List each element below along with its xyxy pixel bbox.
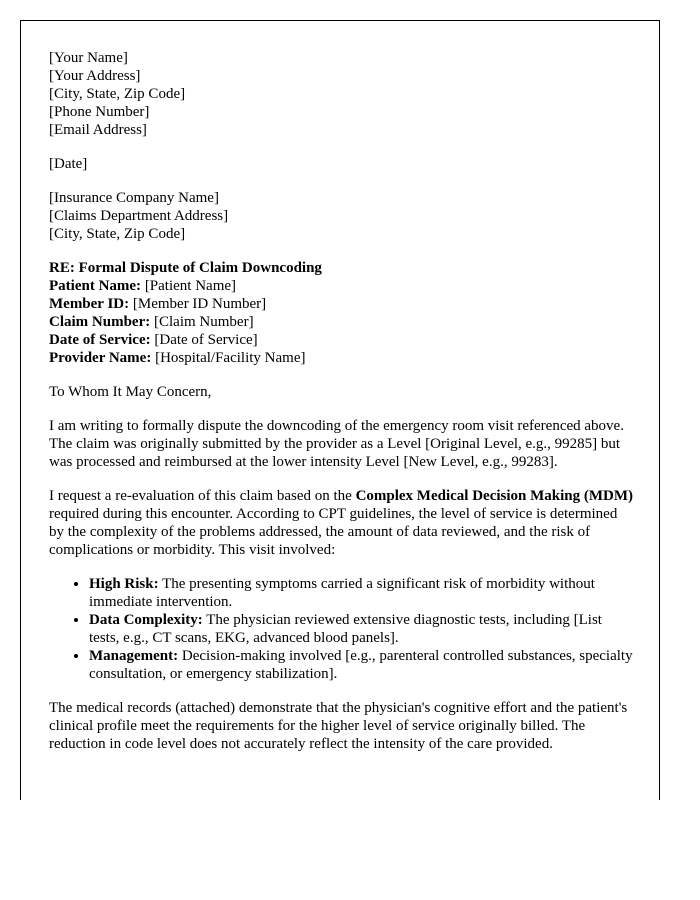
date-block: [49, 155, 634, 173]
claim-details: [49, 259, 634, 367]
sender-email: [Email Address]: [49, 122, 147, 138]
salutation: To Whom It May Concern,: [49, 384, 212, 400]
paragraph-dispute: I am writing to formally dispute the downcoding of the emergency room visit referenced above. The claim was originally submitted by the provider as a Level [Original Level, e.g., 99285] but was processed and reimbursed at the lower intensity Level [New Level, e.g., 99283].: [49, 418, 624, 470]
letter-body: [49, 49, 634, 769]
provider-name-label: Provider Name:: [49, 350, 152, 366]
letter-date: [Date]: [49, 156, 88, 172]
mdm-criteria-list: [49, 575, 634, 683]
patient-name-value: [Patient Name]: [141, 278, 237, 294]
list-item-management: • Management: Decision-making involved [e.g., parenteral controlled substances, specialty consultation, or emergency stabilization].: [89, 647, 634, 683]
recipient-address: [Claims Department Address]: [49, 208, 229, 224]
sender-block: [49, 49, 634, 139]
paragraph-records: The medical records (attached) demonstrate that the physician's cognitive effort and the patient's clinical profile meet the requirements for the higher level of service originally billed. The reduction in code level does not accurately reflect the intensity of the care provided.: [49, 700, 628, 752]
claim-number-label: Claim Number:: [49, 314, 151, 330]
claim-number-line: [49, 313, 634, 331]
sender-address: [Your Address]: [49, 68, 141, 84]
member-id-value: [Member ID Number]: [129, 296, 267, 312]
patient-name-line: [49, 277, 634, 295]
provider-name-line: [49, 349, 634, 367]
sender-phone: [Phone Number]: [49, 104, 150, 120]
sender-city: [City, State, Zip Code]: [49, 86, 186, 102]
letter-page: [20, 20, 660, 800]
re-line: RE: Formal Dispute of Claim Downcoding: [49, 260, 322, 276]
date-of-service-label: Date of Service:: [49, 332, 151, 348]
recipient-company: [Insurance Company Name]: [49, 190, 219, 206]
provider-name-value: [Hospital/Facility Name]: [151, 350, 306, 366]
sender-name: [Your Name]: [49, 50, 128, 66]
member-id-label: Member ID:: [49, 296, 130, 312]
claim-number-value: [Claim Number]: [150, 314, 254, 330]
date-of-service-value: [Date of Service]: [150, 332, 258, 348]
patient-name-label: Patient Name:: [49, 278, 142, 294]
mdm-term: Complex Medical Decision Making (MDM): [355, 488, 634, 504]
date-of-service-line: [49, 331, 634, 349]
member-id-line: [49, 295, 634, 313]
recipient-city: [City, State, Zip Code]: [49, 226, 186, 242]
paragraph-request: I request a re-evaluation of this claim based on the Complex Medical Decision Making (MDM) required during this encounter. According to CPT guidelines, the level of service is determined by the complexity of the problems addressed, the amount of data reviewed, and the risk of complications or morbidity. This visit involved:: [49, 488, 634, 558]
recipient-block: [49, 189, 634, 243]
list-item-data-complexity: • Data Complexity: The physician reviewed extensive diagnostic tests, including [List tests, e.g., CT scans, EKG, advanced blood panels].: [89, 611, 634, 647]
list-item-high-risk: • High Risk: The presenting symptoms carried a significant risk of morbidity without immediate intervention.: [89, 575, 634, 611]
